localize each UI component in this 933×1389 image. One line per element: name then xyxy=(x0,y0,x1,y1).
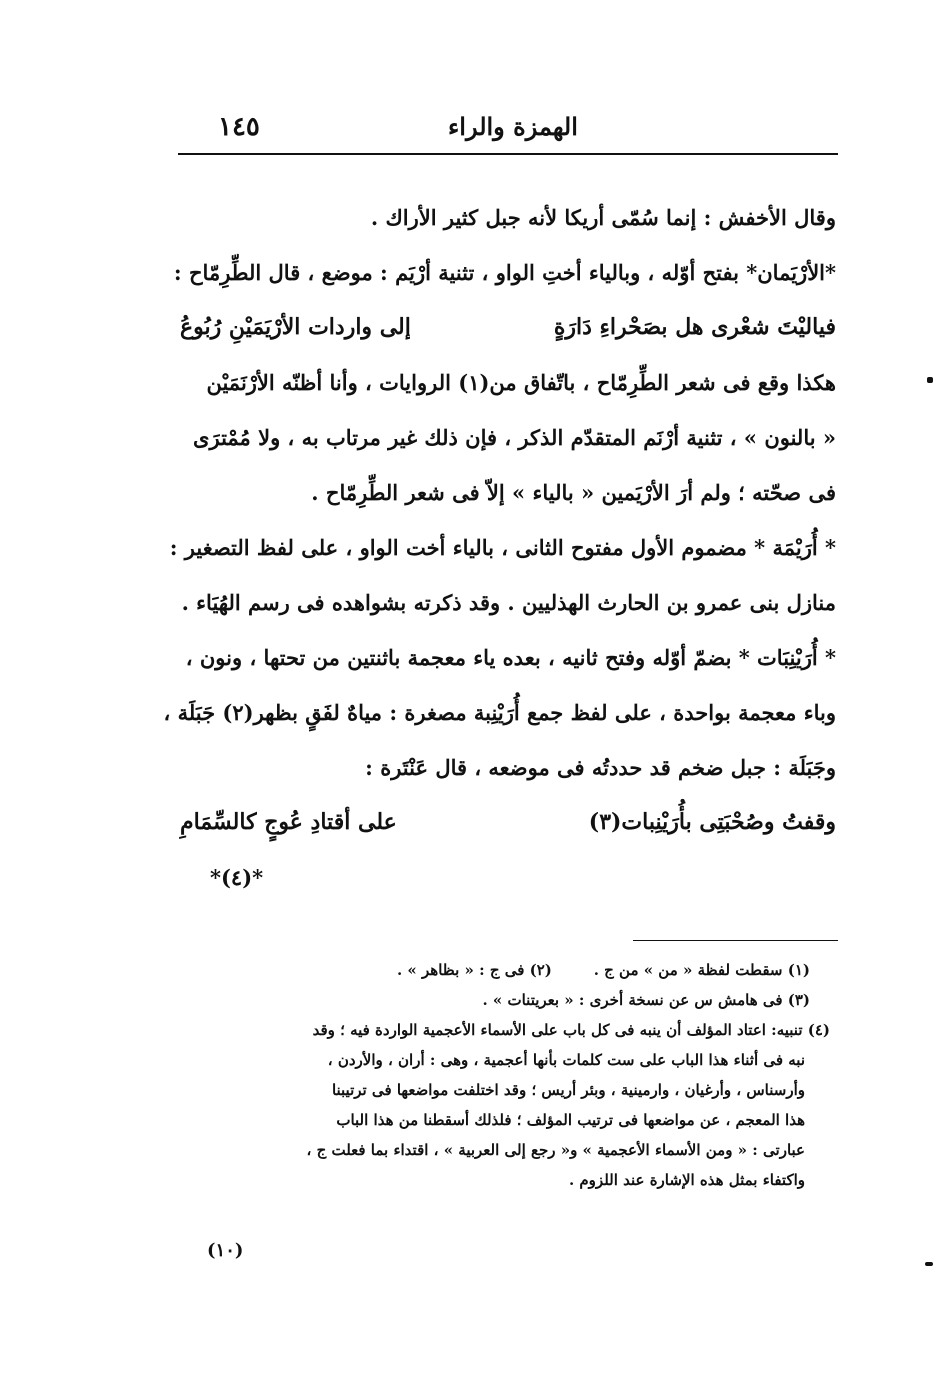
footnote-1: (١) سقطت لفظة « من » من ج . xyxy=(593,961,810,979)
page-number: ١٤٥ xyxy=(218,112,260,142)
signature-mark: (١٠) xyxy=(207,1240,244,1261)
text-line: * أُرَيْمَة * مضموم الأول مفتوح الثانى ، بالياء أخت الواو ، على لفظ التصغير : xyxy=(169,535,836,560)
paragraph xyxy=(180,190,836,245)
text-line: *الأرْيَمان* بفتح أوّله ، وبالياء أختِ الواو ، تثنية أرْيَم : موضع ، قال الطِّرِمّاح : xyxy=(173,260,836,285)
main-text xyxy=(163,190,836,905)
text-line: * أُرَيْنِبَات * بضمّ أوّله وفتح ثانيه ، بعده ياء معجمة باثنتين من تحتها ، ونون ، xyxy=(185,645,836,670)
footnote-4-line: عبارتى : « ومن الأسماء الأعجمية » و« رجع إلى العربية » ، اقتداء بما فعلت ج ، xyxy=(306,1141,805,1159)
footnote-4-line: واكتفاء بمثل هذه الإشارة عند اللزوم . xyxy=(568,1171,805,1189)
entry-paragraph xyxy=(173,245,836,300)
verse-line xyxy=(180,795,836,850)
verse-first-hemistich: فياليْتَ شعْرى هل بصَحْراءِ دَارَةٍ xyxy=(553,314,836,340)
scan-edge-mark xyxy=(927,377,933,383)
footnote-2: (٢) فى ج : « بظاهر » . xyxy=(396,961,552,979)
footnote-4-line: (٤) تنبيه: اعتاد المؤلف أن ينبه فى كل باب على الأسماء الأعجمية الواردة فيه ؛ وقد xyxy=(312,1021,830,1039)
footnote-4-line: نبه فى أثناء هذا الباب على ست كلمات بأنها أعجمية ، وهى : أران ، والأردن ، xyxy=(327,1051,805,1069)
verse-line xyxy=(180,300,836,355)
footnote-4-line: هذا المعجم ، عن مواضعها فى ترتيب المؤلف ؛ فلذلك أسقطنا من هذا الباب xyxy=(336,1111,805,1129)
text-line: منازل بنى عمرو بن الحارث الهذليين . وقد ذكرته بشواهده فى رسم الهُيَاء . xyxy=(181,590,836,615)
paragraph xyxy=(180,355,836,520)
verse-second-hemistich: على أقتادِ عُوجٍ كالسِّمَامِ xyxy=(180,809,397,835)
verse-second-hemistich: إلى واردات الأرْيَمَيْنِ رُبُوعُ xyxy=(180,314,411,340)
text-line: وقال الأخفش : إنما سُمّى أريكا لأنه جبل كثير الأراك . xyxy=(370,205,836,230)
running-title: الهمزة والراء xyxy=(448,112,578,141)
entry-paragraph xyxy=(163,630,836,795)
entry-end-mark: *(٤)* xyxy=(210,865,264,890)
verse-first-hemistich: وقفتُ وصُحْبَتِى بأُرَيْنِبات(٣) xyxy=(588,809,836,835)
footnotes xyxy=(190,955,830,1195)
text-line: هكذا وقع فى شعر الطِّرِمّاح ، باتّفاق من(١) الروايات ، وأنا أظنّه الأرْنَمَيْن xyxy=(206,370,836,395)
text-line: « بالنون » ، تثنية أرْنَم المتقدّم الذكر ، فإن ذلك غير مرتاب به ، ولا مُمْترَى xyxy=(193,425,836,450)
footnote-4-line: وأرسناس ، وأرغيان ، وارمينية ، وبئر أريس ؛ وقد اختلفت مواضعها فى ترتيبنا xyxy=(331,1081,805,1099)
text-line: فى صحّته ؛ ولم أرَ الأرْيَمين « بالياء » إلاّ فى شعر الطِّرِمّاح . xyxy=(311,480,836,505)
page-header xyxy=(178,112,838,152)
entry-paragraph xyxy=(169,520,836,630)
scan-edge-mark xyxy=(925,1262,933,1266)
footnote-3: (٣) فى هامش س عن نسخة أخرى : « بعريتنات » . xyxy=(482,991,810,1009)
footnote-rule xyxy=(633,940,838,941)
header-rule xyxy=(178,153,838,155)
text-line: وباء معجمة بواحدة ، على لفظ جمع أُرَيْنِبة مصغرة : مياهٌ لفَقٍ بظهر(٢) جَبَلَة ، xyxy=(163,700,836,725)
text-line: وجَبَلَة : جبل ضخم قد حددتُه فى موضعه ، قال عَنْتَرة : xyxy=(365,755,836,780)
footnote-row xyxy=(190,955,830,985)
